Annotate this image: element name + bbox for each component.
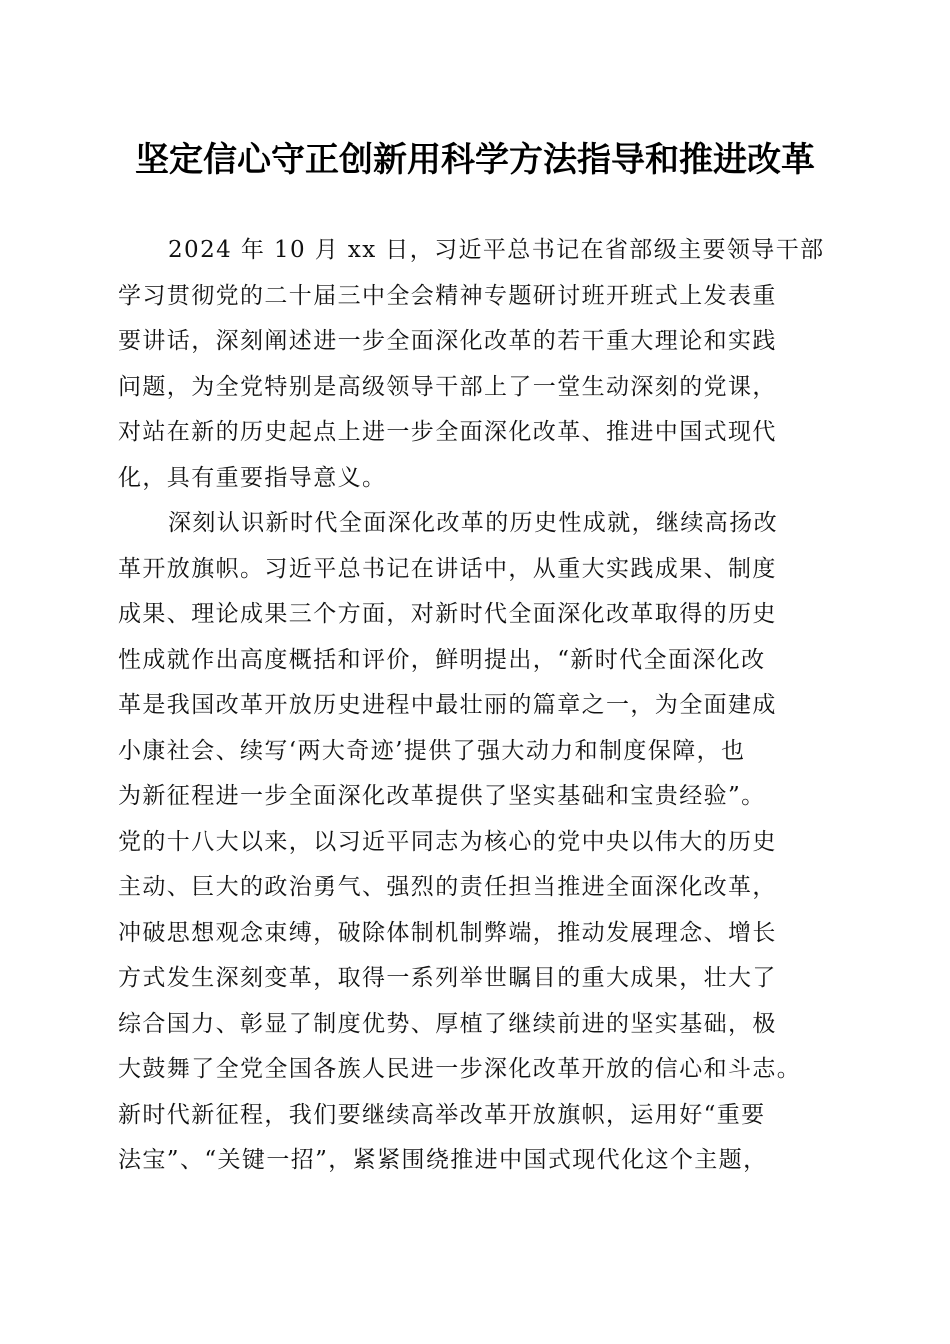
- paragraph-line: 学习贯彻党的二十届三中全会精神专题研讨班开班式上发表重: [118, 282, 777, 309]
- paragraph-line: 革开放旗帜。习近平总书记在讲话中，从重大实践成果、制度: [118, 555, 777, 582]
- paragraph-line: 要讲话，深刻阐述进一步全面深化改革的若干重大理论和实践: [118, 328, 777, 354]
- paragraph-line: 主动、巨大的政治勇气、强烈的责任担当推进全面深化改革，: [118, 874, 777, 900]
- document-title: 坚定信心守正创新用科学方法指导和推进改革: [135, 140, 815, 180]
- paragraph-line: 化，具有重要指导意义。: [118, 464, 387, 491]
- paragraph-line: 大鼓舞了全党全国各族人民进一步深化改革开放的信心和斗志。: [118, 1056, 802, 1082]
- paragraph-line: 党的十八大以来，以习近平同志为核心的党中央以伟大的历史: [118, 828, 777, 855]
- paragraph-line: 综合国力、彰显了制度优势、厚植了继续前进的坚实基础，极: [118, 1010, 777, 1037]
- paragraph-line: 革是我国改革开放历史进程中最壮丽的篇章之一，为全面建成: [118, 692, 777, 718]
- paragraph-line: 方式发生深刻变革，取得一系列举世瞩目的重大成果，壮大了: [118, 965, 777, 991]
- paragraph-line: 性成就作出高度概括和评价，鲜明提出，“新时代全面深化改: [118, 646, 766, 673]
- paragraph-line: 2024 年 10 月 xx 日，习近平总书记在省部级主要领导干部: [168, 237, 825, 263]
- paragraph-line: 问题，为全党特别是高级领导干部上了一堂生动深刻的党课，: [118, 373, 777, 400]
- document-body: [118, 228, 838, 1184]
- paragraph-line: 小康社会、续写‘两大奇迹’提供了强大动力和制度保障，也: [118, 737, 746, 764]
- paragraph-line: 成果、理论成果三个方面，对新时代全面深化改革取得的历史: [118, 601, 777, 627]
- paragraph-line: 对站在新的历史起点上进一步全面深化改革、推进中国式现代: [118, 419, 777, 445]
- paragraph-line: 法宝”、“关键一招”，紧紧围绕推进中国式现代化这个主题，: [118, 1147, 768, 1173]
- paragraph-line: 深刻认识新时代全面深化改革的历史性成就，继续高扬改: [168, 510, 778, 536]
- paragraph-line: 新时代新征程，我们要继续高举改革开放旗帜，运用好“重要: [118, 1101, 766, 1128]
- paragraph-line: 为新征程进一步全面深化改革提供了坚实基础和宝贵经验”。: [118, 783, 766, 809]
- paragraph-line: 冲破思想观念束缚，破除体制机制弊端，推动发展理念、增长: [118, 919, 777, 946]
